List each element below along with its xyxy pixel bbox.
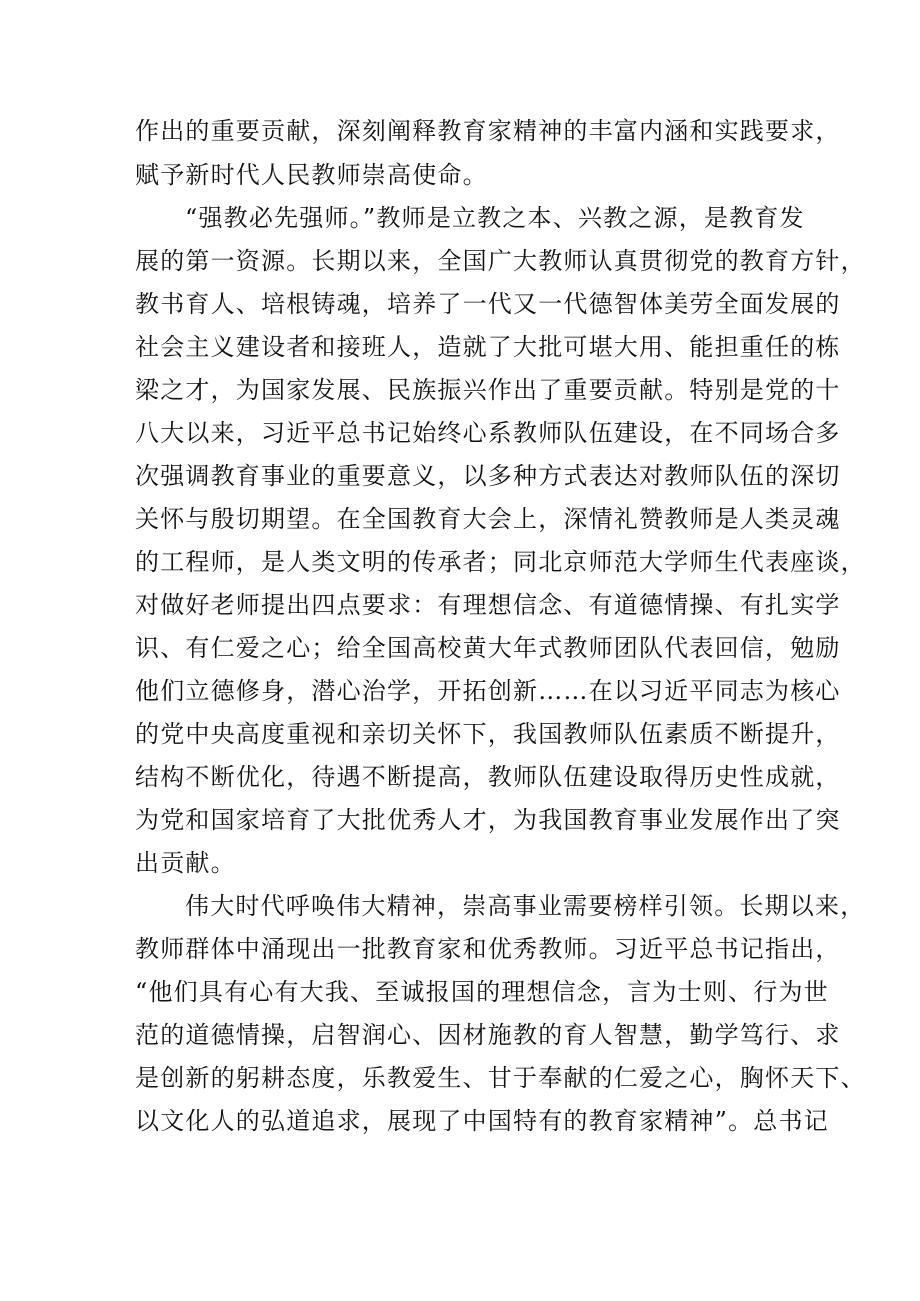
text-line: 展的第一资源。长期以来，全国广大教师认真贯彻党的教育方针， — [135, 247, 866, 275]
text-line: 梁之才，为国家发展、民族振兴作出了重要贡献。特别是党的十 — [135, 376, 841, 404]
text-line: 出贡献。 — [135, 849, 236, 877]
text-line: 赋予新时代人民教师崇高使命。 — [135, 161, 488, 189]
text-line: 的工程师，是人类文明的传承者；同北京师范大学师生代表座谈， — [135, 548, 866, 576]
text-line: 识、有仁爱之心；给全国高校黄大年式教师团队代表回信，勉励 — [135, 634, 841, 662]
text-line: 社会主义建设者和接班人，造就了大批可堪大用、能担重任的栋 — [135, 333, 841, 361]
text-line: 的党中央高度重视和亲切关怀下，我国教师队伍素质不断提升， — [135, 720, 841, 748]
text-line: 次强调教育事业的重要意义，以多种方式表达对教师队伍的深切 — [135, 462, 841, 490]
text-line: 教师群体中涌现出一批教育家和优秀教师。习近平总书记指出， — [135, 935, 841, 963]
text-line: 结构不断优化，待遇不断提高，教师队伍建设取得历史性成就， — [135, 763, 841, 791]
text-line: 八大以来，习近平总书记始终心系教师队伍建设，在不同场合多 — [135, 419, 841, 447]
text-line: 教书育人、培根铸魂，培养了一代又一代德智体美劳全面发展的 — [135, 290, 841, 318]
text-line: 范的道德情操，启智润心、因材施教的育人智慧，勤学笃行、求 — [135, 1021, 841, 1049]
text-line: 他们立德修身，潜心治学，开拓创新……在以习近平同志为核心 — [135, 677, 841, 705]
text-line: 关怀与殷切期望。在全国教育大会上，深情礼赞教师是人类灵魂 — [135, 505, 841, 533]
text-line: 作出的重要贡献，深刻阐释教育家精神的丰富内涵和实践要求， — [135, 117, 841, 145]
text-line: “强教必先强师。”教师是立教之本、兴教之源，是教育发 — [185, 204, 805, 232]
text-line: 为党和国家培育了大批优秀人才，为我国教育事业发展作出了突 — [135, 806, 841, 834]
text-line: 伟大时代呼唤伟大精神，崇高事业需要榜样引领。长期以来， — [185, 892, 866, 920]
text-line: 是创新的躬耕态度，乐教爱生、甘于奉献的仁爱之心，胸怀天下、 — [135, 1064, 866, 1092]
text-line: 以文化人的弘道追求，展现了中国特有的教育家精神”。总书记 — [135, 1107, 829, 1135]
text-line: “他们具有心有大我、至诚报国的理想信念，言为士则、行为世 — [135, 978, 829, 1006]
text-line: 对做好老师提出四点要求：有理想信念、有道德情操、有扎实学 — [135, 591, 841, 619]
